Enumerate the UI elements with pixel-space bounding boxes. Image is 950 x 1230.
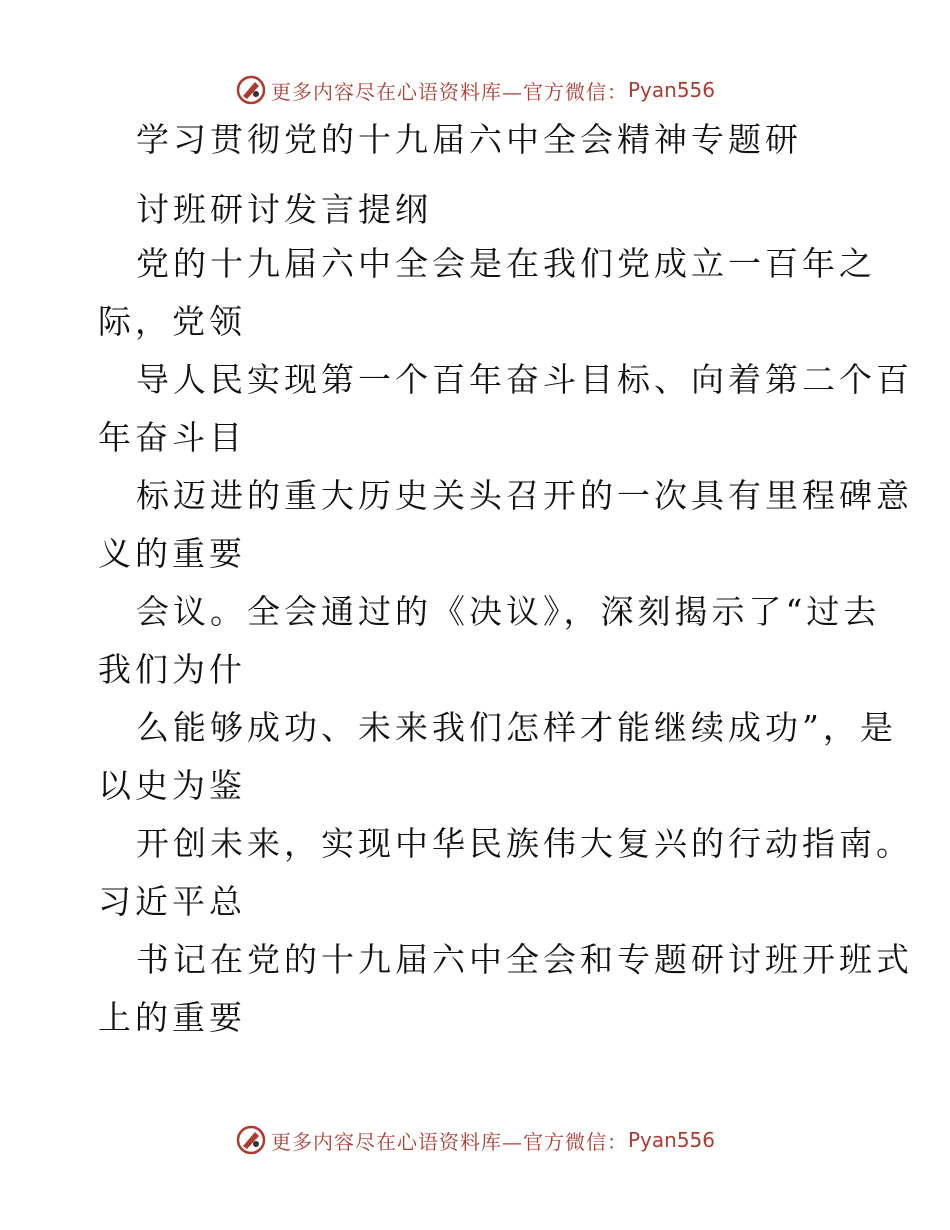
paragraph-line: 我们为什: [98, 650, 246, 689]
title-line-1: 学习贯彻党的十九届六中全会精神专题研: [136, 120, 802, 159]
paragraph-line: 以史为鉴: [98, 766, 246, 805]
paragraph-line: 习近平总: [98, 882, 246, 921]
title-line-2: 讨班研讨发言提纲: [136, 190, 432, 229]
paragraph-line: 义的重要: [98, 534, 246, 573]
paragraph-line: 会议。全会通过的《决议》，深刻揭示了“过去: [136, 592, 881, 631]
header-watermark-text: 更多内容尽在心语资料库—官方微信：: [270, 79, 628, 104]
paragraph-line: 党的十九届六中全会是在我们党成立一百年之: [136, 244, 876, 283]
footer-wechat-id: Pyan556: [627, 1128, 715, 1152]
brand-logo-icon: [235, 74, 267, 106]
footer-watermark-banner: [0, 1118, 950, 1162]
header-wechat-id: Pyan556: [627, 78, 715, 102]
paragraph-line: 年奋斗目: [98, 418, 246, 457]
paragraph-line: 际，党领: [98, 302, 246, 341]
header-watermark-banner: [0, 68, 950, 112]
brand-logo-icon: [235, 1124, 267, 1156]
paragraph-line: 开创未来，实现中华民族伟大复兴的行动指南。: [136, 824, 913, 863]
paragraph-line: 上的重要: [98, 998, 246, 1037]
paragraph-line: 书记在党的十九届六中全会和专题研讨班开班式: [136, 940, 913, 979]
paragraph-line: 标迈进的重大历史关头召开的一次具有里程碑意: [136, 476, 913, 515]
paragraph-line: 导人民实现第一个百年奋斗目标、向着第二个百: [136, 360, 913, 399]
footer-watermark-text: 更多内容尽在心语资料库—官方微信：: [270, 1129, 628, 1154]
paragraph-line: 么能够成功、未来我们怎样才能继续成功”，是: [136, 708, 897, 747]
